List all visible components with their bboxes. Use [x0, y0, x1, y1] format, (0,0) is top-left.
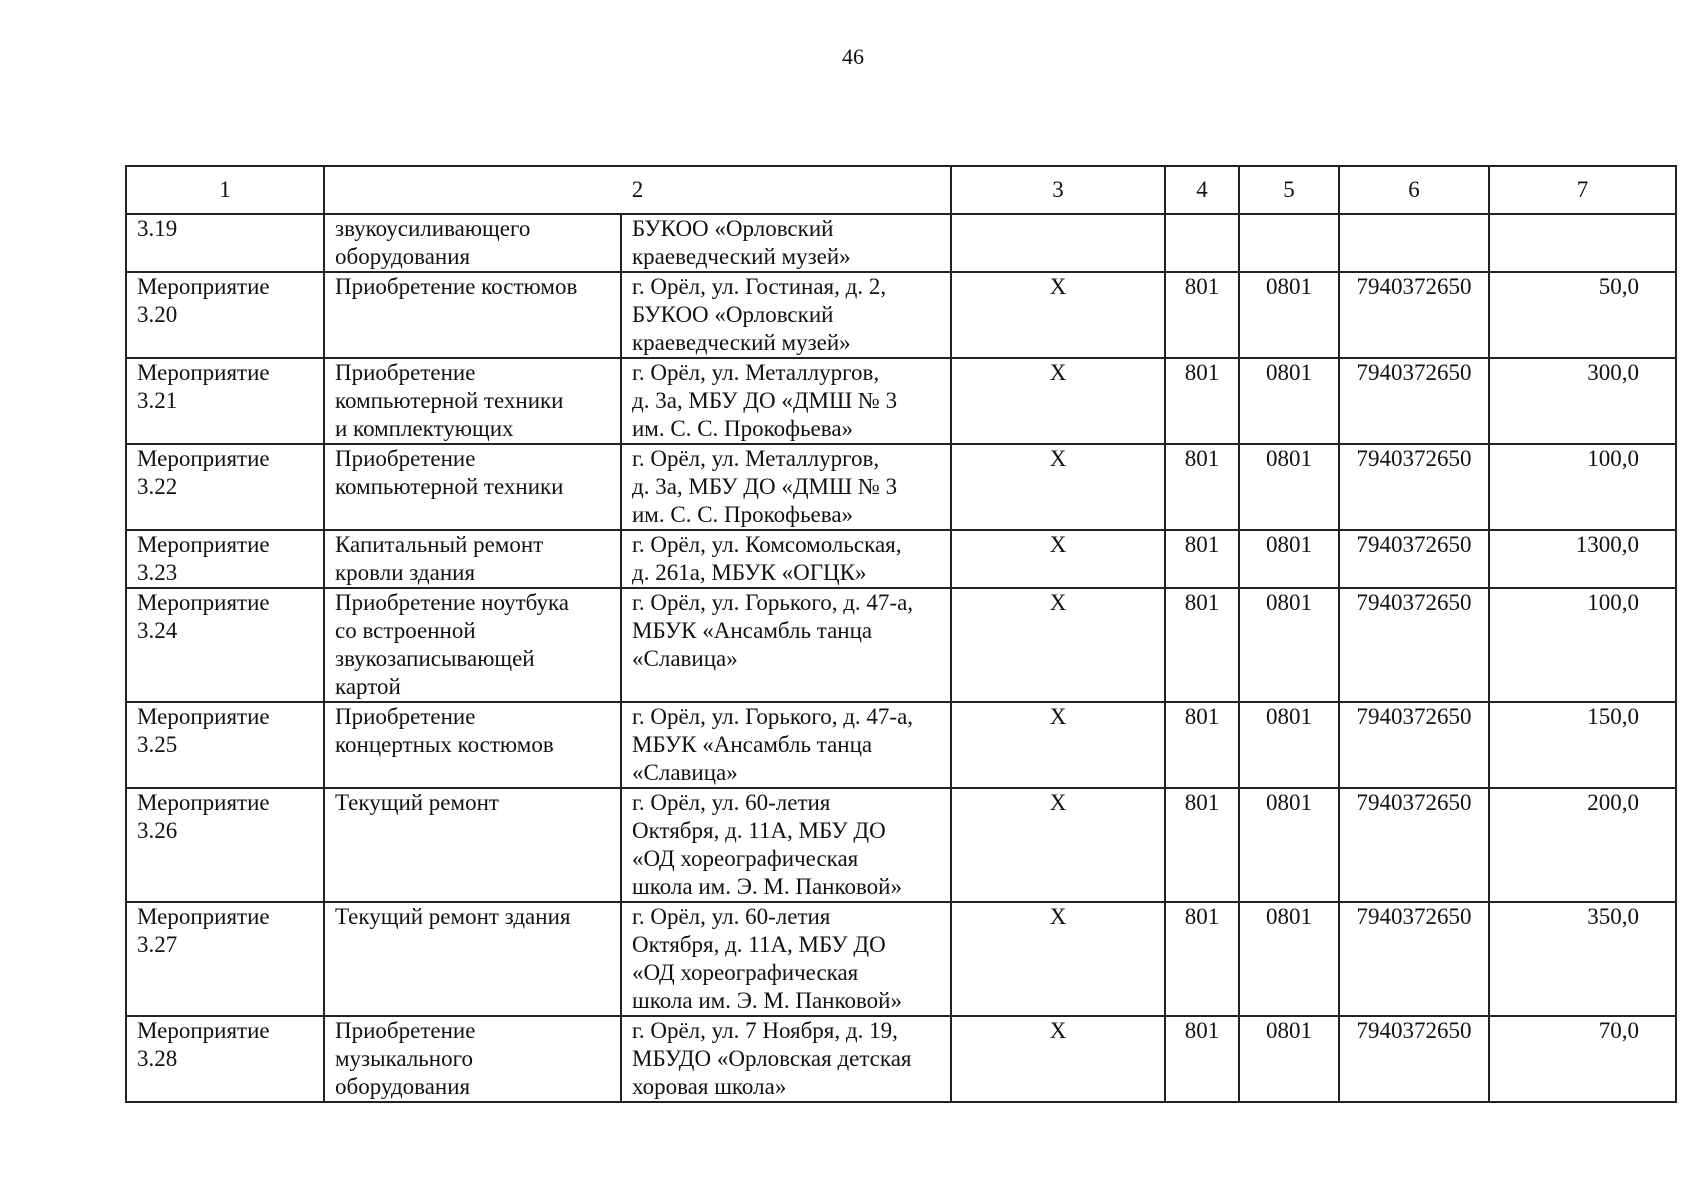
table-row — [126, 272, 1676, 358]
col5-cell: 0801 — [1239, 702, 1339, 788]
col7-cell: 200,0 — [1489, 788, 1676, 902]
measure-id-cell: 3.19 — [126, 214, 324, 272]
col4-cell: 801 — [1165, 902, 1239, 1016]
col5-cell: 0801 — [1239, 588, 1339, 702]
col4-cell: 801 — [1165, 358, 1239, 444]
header-row — [126, 166, 1676, 214]
col6-cell: 7940372650 — [1339, 902, 1489, 1016]
col6-cell: 7940372650 — [1339, 272, 1489, 358]
col3-cell: Х — [951, 444, 1165, 530]
table-row — [126, 530, 1676, 588]
col7-cell: 50,0 — [1489, 272, 1676, 358]
col5-cell — [1239, 214, 1339, 272]
table-row — [126, 702, 1676, 788]
col4-cell: 801 — [1165, 702, 1239, 788]
col4-cell: 801 — [1165, 530, 1239, 588]
col3-cell — [951, 214, 1165, 272]
table-row — [126, 358, 1676, 444]
col5-cell: 0801 — [1239, 530, 1339, 588]
col3-cell: Х — [951, 588, 1165, 702]
col3-cell: Х — [951, 1016, 1165, 1102]
measure-name-cell: Приобретение компьютерной техники — [324, 444, 621, 530]
measure-name-cell: Приобретение ноутбука со встроенной звукозаписывающей картой — [324, 588, 621, 702]
col7-cell — [1489, 214, 1676, 272]
header-cell: 4 — [1165, 166, 1239, 214]
measure-name-cell: Приобретение музыкального оборудования — [324, 1016, 621, 1102]
col5-cell: 0801 — [1239, 902, 1339, 1016]
table-row — [126, 788, 1676, 902]
col5-cell: 0801 — [1239, 272, 1339, 358]
header-cell: 6 — [1339, 166, 1489, 214]
measure-id-cell: Мероприятие 3.27 — [126, 902, 324, 1016]
col3-cell: Х — [951, 902, 1165, 1016]
col3-cell: Х — [951, 530, 1165, 588]
table-row — [126, 902, 1676, 1016]
measure-name-cell: Капитальный ремонт кровли здания — [324, 530, 621, 588]
col3-cell: Х — [951, 272, 1165, 358]
col6-cell: 7940372650 — [1339, 702, 1489, 788]
measure-id-cell: Мероприятие 3.23 — [126, 530, 324, 588]
measure-id-cell: Мероприятие 3.21 — [126, 358, 324, 444]
col5-cell: 0801 — [1239, 358, 1339, 444]
table-row — [126, 1016, 1676, 1102]
col7-cell: 100,0 — [1489, 588, 1676, 702]
col5-cell: 0801 — [1239, 1016, 1339, 1102]
address-cell: г. Орёл, ул. Гостиная, д. 2, БУКОО «Орловский краеведческий музей» — [621, 272, 951, 358]
measure-id-cell: Мероприятие 3.20 — [126, 272, 324, 358]
col6-cell — [1339, 214, 1489, 272]
table-row — [126, 214, 1676, 272]
measure-name-cell: Текущий ремонт здания — [324, 902, 621, 1016]
table-row — [126, 444, 1676, 530]
col3-cell: Х — [951, 702, 1165, 788]
col4-cell: 801 — [1165, 1016, 1239, 1102]
measure-name-cell: Приобретение компьютерной техники и комплектующих — [324, 358, 621, 444]
col4-cell: 801 — [1165, 588, 1239, 702]
address-cell: г. Орёл, ул. 60-летия Октября, д. 11А, МБУ ДО «ОД хореографическая школа им. Э. М. Панковой» — [621, 788, 951, 902]
address-cell: г. Орёл, ул. 7 Ноября, д. 19, МБУДО «Орловская детская хоровая школа» — [621, 1016, 951, 1102]
measure-id-cell: Мероприятие 3.26 — [126, 788, 324, 902]
measure-name-cell: Текущий ремонт — [324, 788, 621, 902]
address-cell: г. Орёл, ул. Металлургов, д. 3а, МБУ ДО «ДМШ № 3 им. С. С. Прокофьева» — [621, 358, 951, 444]
col6-cell: 7940372650 — [1339, 358, 1489, 444]
col6-cell: 7940372650 — [1339, 530, 1489, 588]
measure-id-cell: Мероприятие 3.25 — [126, 702, 324, 788]
col6-cell: 7940372650 — [1339, 588, 1489, 702]
col7-cell: 70,0 — [1489, 1016, 1676, 1102]
address-cell: г. Орёл, ул. 60-летия Октября, д. 11А, МБУ ДО «ОД хореографическая школа им. Э. М. Панковой» — [621, 902, 951, 1016]
measure-id-cell: Мероприятие 3.24 — [126, 588, 324, 702]
col4-cell: 801 — [1165, 444, 1239, 530]
col6-cell: 7940372650 — [1339, 1016, 1489, 1102]
col7-cell: 100,0 — [1489, 444, 1676, 530]
col7-cell: 1300,0 — [1489, 530, 1676, 588]
measure-name-cell: звукоусиливающего оборудования — [324, 214, 621, 272]
header-cell: 5 — [1239, 166, 1339, 214]
col3-cell: Х — [951, 788, 1165, 902]
measure-name-cell: Приобретение концертных костюмов — [324, 702, 621, 788]
page-number: 46 — [842, 44, 864, 69]
address-cell: г. Орёл, ул. Комсомольская, д. 261а, МБУК «ОГЦК» — [621, 530, 951, 588]
col3-cell: Х — [951, 358, 1165, 444]
measures-table — [125, 165, 1677, 1103]
address-cell: г. Орёл, ул. Металлургов, д. 3а, МБУ ДО «ДМШ № 3 им. С. С. Прокофьева» — [621, 444, 951, 530]
col7-cell: 150,0 — [1489, 702, 1676, 788]
header-cell: 3 — [951, 166, 1165, 214]
col4-cell — [1165, 214, 1239, 272]
header-cell: 7 — [1489, 166, 1676, 214]
measure-id-cell: Мероприятие 3.22 — [126, 444, 324, 530]
col5-cell: 0801 — [1239, 788, 1339, 902]
header-cell: 1 — [126, 166, 324, 214]
col7-cell: 350,0 — [1489, 902, 1676, 1016]
col5-cell: 0801 — [1239, 444, 1339, 530]
col7-cell: 300,0 — [1489, 358, 1676, 444]
table-row — [126, 588, 1676, 702]
address-cell: г. Орёл, ул. Горького, д. 47-а, МБУК «Ансамбль танца «Славица» — [621, 588, 951, 702]
address-cell: г. Орёл, ул. Горького, д. 47-а, МБУК «Ансамбль танца «Славица» — [621, 702, 951, 788]
measure-name-cell: Приобретение костюмов — [324, 272, 621, 358]
col4-cell: 801 — [1165, 272, 1239, 358]
measure-id-cell: Мероприятие 3.28 — [126, 1016, 324, 1102]
header-cell: 2 — [324, 166, 951, 214]
col4-cell: 801 — [1165, 788, 1239, 902]
col6-cell: 7940372650 — [1339, 444, 1489, 530]
address-cell: БУКОО «Орловский краеведческий музей» — [621, 214, 951, 272]
col6-cell: 7940372650 — [1339, 788, 1489, 902]
